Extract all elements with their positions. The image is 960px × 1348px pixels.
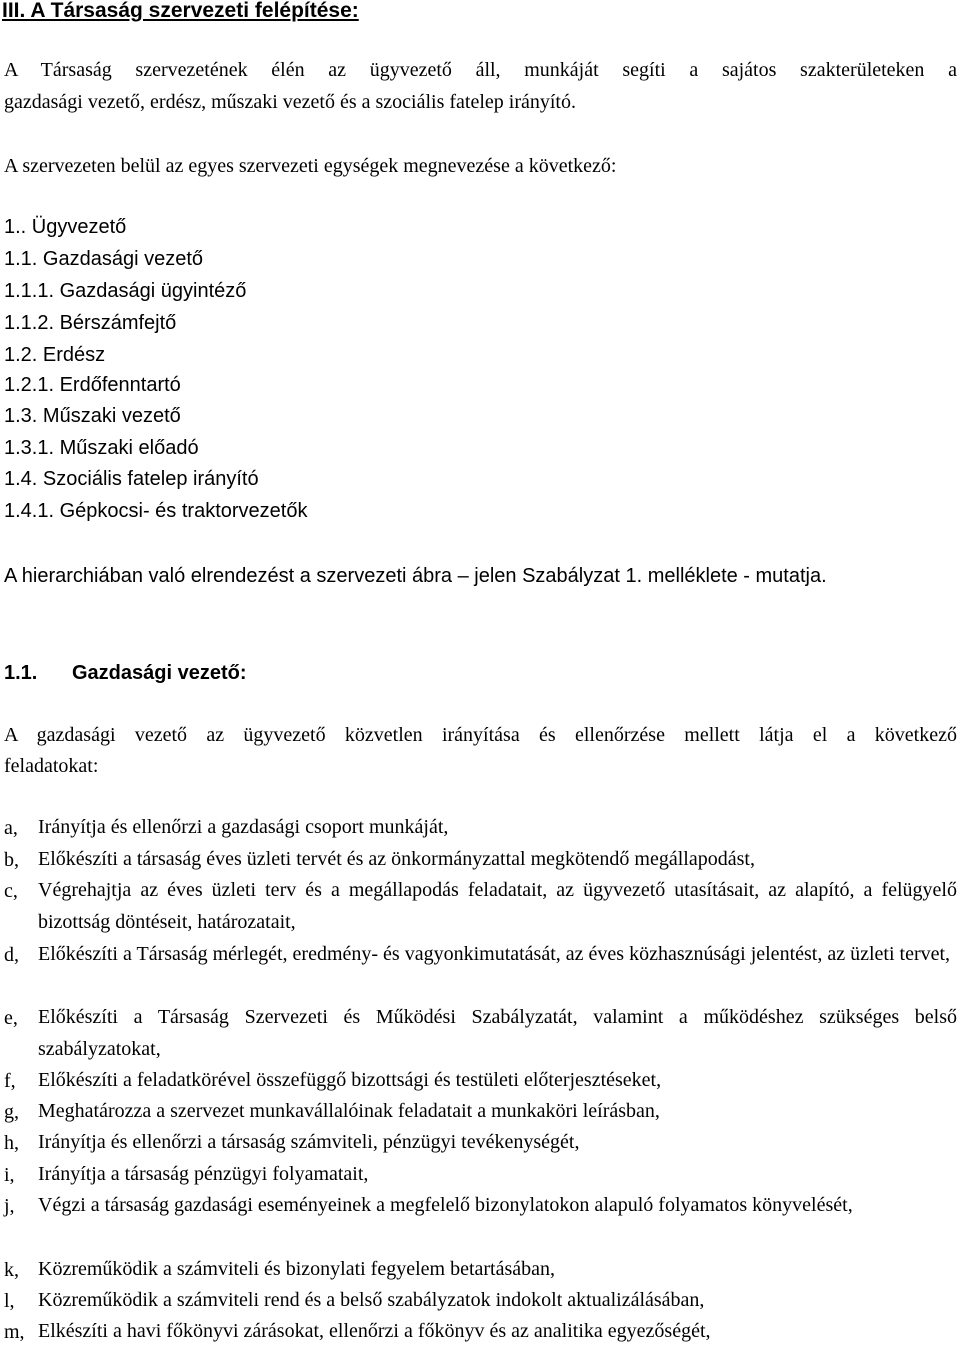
unit-item: 1.4.1. Gépkocsi- és traktorvezetők	[4, 500, 308, 522]
task-letter: f,	[4, 1070, 16, 1092]
task-text: Közreműködik a számviteli és bizonylati fegyelem betartásában,	[38, 1258, 556, 1280]
task-letter: e,	[4, 1007, 18, 1029]
unit-item: 1.1. Gazdasági vezető	[4, 248, 204, 270]
task-text: Előkészíti a feladatkörével összefüggő bizottsági és testületi előterjesztéseket,	[38, 1069, 662, 1091]
task-text: Meghatározza a szervezet munkavállalóinak feladatait a munkaköri leírásban,	[38, 1100, 660, 1122]
task-letter: a,	[4, 817, 18, 839]
task-letter: j,	[4, 1195, 15, 1217]
task-letter: d,	[4, 944, 19, 966]
section-intro-line-1: A gazdasági vezető az ügyvezető közvetlen irányítása és ellenőrzése mellett látja el a következő	[4, 724, 957, 746]
unit-item: 1.3. Műszaki vezető	[4, 405, 181, 427]
task-text: Előkészíti a Társaság mérlegét, eredmény- és vagyonkimutatását, az éves közhasznúsági jelentést, az üzleti tervet,	[38, 943, 951, 965]
task-letter: h,	[4, 1132, 19, 1154]
task-letter: c,	[4, 880, 18, 902]
task-text: Irányítja és ellenőrzi a gazdasági csoport munkáját,	[38, 816, 449, 838]
unit-item: 1.2.1. Erdőfenntartó	[4, 374, 181, 396]
task-letter: g,	[4, 1101, 19, 1123]
task-text: Irányítja a társaság pénzügyi folyamatait,	[38, 1163, 369, 1185]
task-text: Végrehajtja az éves üzleti terv és a megállapodás feladatait, az ügyvezető utasításait, az alapító, a felügyelő bizottság döntéseit, határozatait,	[38, 879, 957, 933]
unit-item: 1.4. Szociális fatelep irányító	[4, 468, 259, 490]
intro-line-1: A Társaság szervezetének élén az ügyvezető áll, munkáját segíti a sajátos szakterületeken a	[4, 59, 957, 81]
task-text: Végzi a társaság gazdasági eseményeinek a megfelelő bizonylatokon alapuló folyamatos könyvelését,	[38, 1194, 853, 1216]
task-letter: m,	[4, 1321, 25, 1343]
hierarchy-note: A hierarchiában való elrendezést a szervezeti ábra – jelen Szabályzat 1. melléklete - mutatja.	[4, 565, 827, 587]
unit-item: 1.2. Erdész	[4, 344, 106, 366]
task-text: Irányítja és ellenőrzi a társaság számviteli, pénzügyi tevékenységét,	[38, 1131, 580, 1153]
unit-item: 1.1.2. Bérszámfejtő	[4, 312, 177, 334]
unit-item: 1.. Ügyvezető	[4, 216, 127, 238]
unit-item: 1.3.1. Műszaki előadó	[4, 437, 199, 459]
task-text: Elkészíti a havi főkönyvi zárásokat, ellenőrzi a főkönyv és az analitika egyezőségét,	[38, 1320, 711, 1342]
task-letter: i,	[4, 1164, 15, 1186]
chapter-heading: III. A Társaság szervezeti felépítése:	[2, 0, 359, 22]
task-text: Előkészíti a társaság éves üzleti tervét és az önkormányzattal megkötendő megállapodást,	[38, 848, 755, 870]
task-letter: b,	[4, 849, 19, 871]
units-intro-sentence: A szervezeten belül az egyes szervezeti egységek megnevezése a következő:	[4, 155, 617, 177]
section-intro-line-2: feladatokat:	[4, 755, 99, 777]
section-title: Gazdasági vezető:	[72, 662, 247, 684]
intro-line-2: gazdasági vezető, erdész, műszaki vezető és a szociális fatelep irányító.	[4, 91, 576, 113]
task-text: Előkészíti a Társaság Szervezeti és Működési Szabályzatát, valamint a működéshez szükséges belső szabályzatokat,	[38, 1006, 957, 1060]
task-letter: l,	[4, 1290, 15, 1312]
task-text: Közreműködik a számviteli rend és a belső szabályzatok indokolt aktualizálásában,	[38, 1289, 705, 1311]
task-letter: k,	[4, 1259, 19, 1281]
section-number: 1.1.	[4, 662, 38, 684]
unit-item: 1.1.1. Gazdasági ügyintéző	[4, 280, 247, 302]
